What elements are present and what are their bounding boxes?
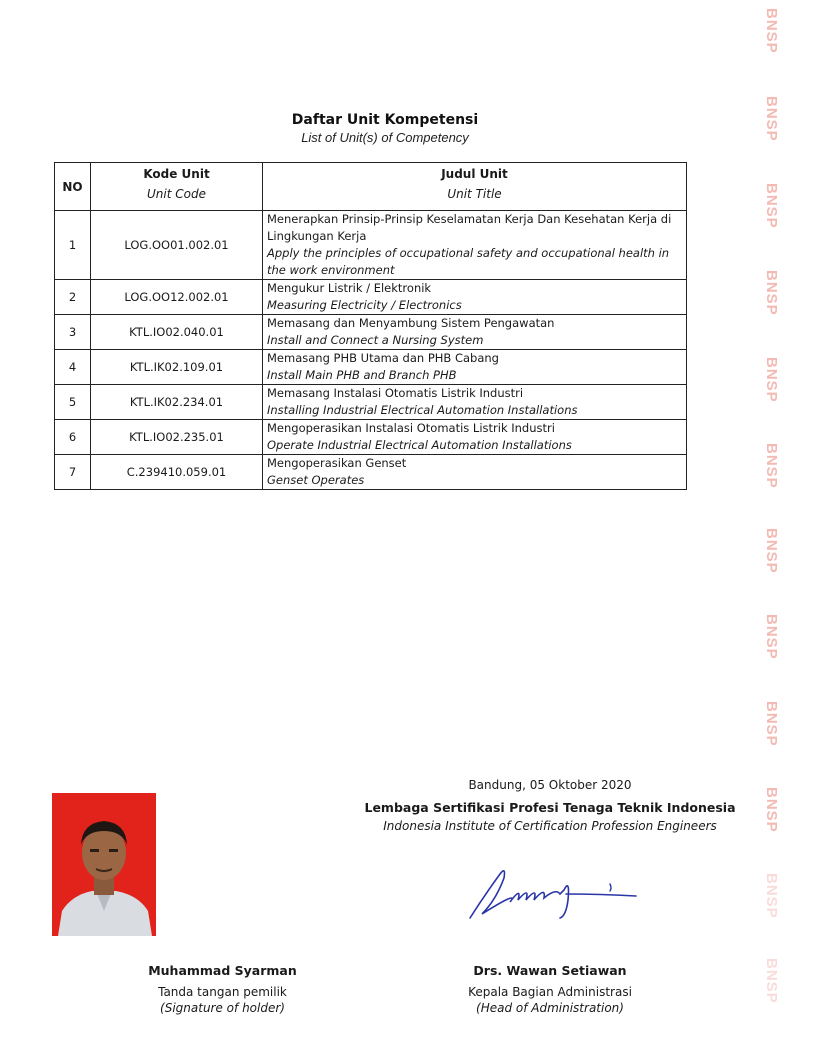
unit-title-en: Operate Industrial Electrical Automation Installations [267, 438, 572, 452]
place-date: Bandung, 05 Oktober 2020 [468, 778, 632, 792]
document-subtitle: List of Unit(s) of Competency [301, 130, 469, 145]
unit-code: LOG.OO01.002.01 [91, 211, 263, 280]
table-row [55, 280, 687, 315]
header-code-label-en: Unit Code [147, 187, 206, 201]
official-name: Drs. Wawan Setiawan [473, 963, 627, 978]
unit-code: C.239410.059.01 [91, 455, 263, 490]
competency-table [54, 162, 687, 490]
unit-title-id: Mengoperasikan Instalasi Otomatis Listrik Industri [267, 421, 555, 435]
unit-title-id: Mengukur Listrik / Elektronik [267, 281, 432, 295]
holder-photo [52, 793, 156, 936]
unit-title-en: Apply the principles of occupational safety and occupational health in the work environment [267, 246, 670, 277]
bnsp-watermark-mark: BNSP [763, 270, 780, 316]
bnsp-watermark-mark: BNSP [763, 528, 780, 574]
official-signature [460, 860, 650, 926]
unit-title-en: Install Main PHB and Branch PHB [267, 368, 457, 382]
table-row [55, 211, 687, 280]
bnsp-watermark-mark: BNSP [763, 8, 780, 54]
bnsp-watermark-mark: BNSP [763, 614, 780, 660]
official-role-en: (Head of Administration) [476, 1001, 624, 1015]
table-row [55, 420, 687, 455]
header-title-label: Judul Unit [441, 167, 508, 181]
unit-title-cell [263, 455, 687, 490]
holder-signature-block [120, 963, 325, 1015]
unit-title-cell [263, 420, 687, 455]
bnsp-watermark-mark: BNSP [763, 787, 780, 833]
unit-title-id: Memasang PHB Utama dan PHB Cabang [267, 351, 499, 365]
bnsp-watermark-mark: BNSP [763, 443, 780, 489]
bnsp-watermark-mark: BNSP [763, 958, 780, 1004]
official-role: Kepala Bagian Administrasi [468, 985, 632, 999]
unit-number: 3 [55, 315, 91, 350]
bnsp-watermark-mark: BNSP [763, 183, 780, 229]
official-signature-block [430, 963, 670, 1015]
unit-number: 7 [55, 455, 91, 490]
header-code-label: Kode Unit [143, 167, 210, 181]
unit-title-cell [263, 280, 687, 315]
holder-portrait-image [52, 793, 156, 936]
unit-title-en: Installing Industrial Electrical Automation Installations [267, 403, 578, 417]
organization-name-en: Indonesia Institute of Certification Profession Engineers [383, 819, 717, 833]
unit-code: KTL.IK02.109.01 [91, 350, 263, 385]
unit-number: 6 [55, 420, 91, 455]
unit-number: 2 [55, 280, 91, 315]
unit-number: 1 [55, 211, 91, 280]
header-no: NO [55, 163, 91, 211]
unit-title-en: Install and Connect a Nursing System [267, 333, 484, 347]
holder-role: Tanda tangan pemilik [158, 985, 287, 999]
unit-code: KTL.IO02.040.01 [91, 315, 263, 350]
signature-image [460, 860, 650, 922]
organization-name: Lembaga Sertifikasi Profesi Tenaga Teknik Indonesia [364, 800, 736, 815]
unit-title-en: Measuring Electricity / Electronics [267, 298, 462, 312]
table-row [55, 455, 687, 490]
unit-title-id: Memasang dan Menyambung Sistem Pengawatan [267, 316, 555, 330]
unit-number: 4 [55, 350, 91, 385]
bnsp-watermark-mark: BNSP [763, 357, 780, 403]
header-title-label-en: Unit Title [447, 187, 502, 201]
unit-title-id: Menerapkan Prinsip-Prinsip Keselamatan Kerja Dan Kesehatan Kerja di Lingkungan Kerja [267, 212, 672, 243]
header-code [91, 163, 263, 211]
issuing-organization [330, 800, 770, 833]
bnsp-watermark-mark: BNSP [763, 96, 780, 142]
document-header [0, 112, 770, 145]
unit-code: LOG.OO12.002.01 [91, 280, 263, 315]
bnsp-watermark-strip [740, 0, 780, 1056]
document-title: Daftar Unit Kompetensi [291, 112, 479, 128]
unit-title-id: Memasang Instalasi Otomatis Listrik Industri [267, 386, 524, 400]
table-header-row [55, 163, 687, 211]
table-row [55, 350, 687, 385]
header-title [263, 163, 687, 211]
holder-name: Muhammad Syarman [148, 963, 297, 978]
table-row [55, 315, 687, 350]
unit-code: KTL.IO02.235.01 [91, 420, 263, 455]
unit-title-en: Genset Operates [267, 473, 365, 487]
unit-title-cell [263, 211, 687, 280]
holder-role-en: (Signature of holder) [160, 1001, 285, 1015]
bnsp-watermark-mark: BNSP [763, 873, 780, 919]
unit-number: 5 [55, 385, 91, 420]
bnsp-watermark-mark: BNSP [763, 701, 780, 747]
unit-title-cell [263, 385, 687, 420]
unit-code: KTL.IK02.234.01 [91, 385, 263, 420]
table-row [55, 385, 687, 420]
unit-title-cell [263, 315, 687, 350]
unit-title-id: Mengoperasikan Genset [267, 456, 407, 470]
unit-title-cell [263, 350, 687, 385]
